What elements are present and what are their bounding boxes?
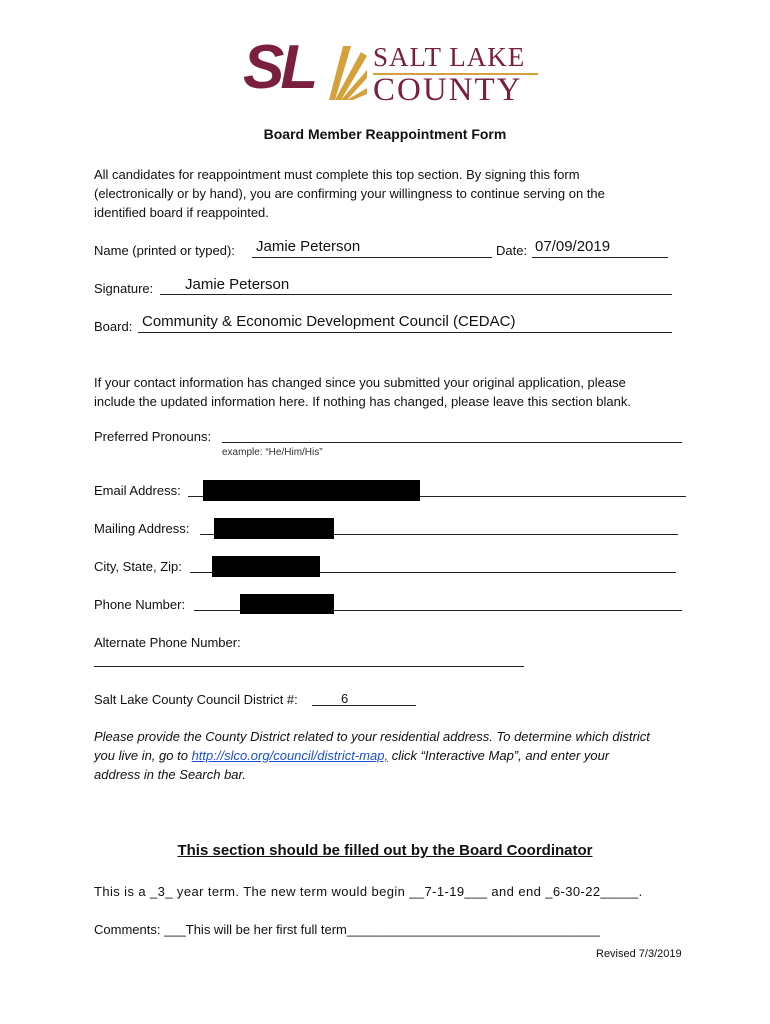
district-note-line-2 xyxy=(94,747,609,765)
district-note-text-a: you live in, go to xyxy=(94,748,192,763)
pronouns-example: example: “He/Him/His” xyxy=(222,447,323,458)
signature-label: Signature: xyxy=(94,281,154,296)
contact-intro-line-1: If your contact information has changed since you submitted your original application, please xyxy=(94,375,626,390)
name-field[interactable]: Jamie Peterson xyxy=(256,238,361,255)
district-note-line-1: Please provide the County District related to your residential address. To determine which district xyxy=(94,729,650,744)
logo-letters: SL xyxy=(243,33,315,102)
comments-line: Comments: ___This will be her first full term___________________________________ xyxy=(94,922,600,937)
signature-field-line xyxy=(160,294,672,295)
phone-redaction xyxy=(240,594,334,614)
logo-line1: SALT LAKE xyxy=(373,42,526,72)
form-title: Board Member Reappointment Form xyxy=(263,126,507,142)
date-field[interactable]: 07/09/2019 xyxy=(535,238,611,255)
county-logo xyxy=(243,33,543,108)
pronouns-field[interactable] xyxy=(222,442,682,443)
city-label: City, State, Zip: xyxy=(94,559,182,574)
district-note-line-3: address in the Search bar. xyxy=(94,767,246,782)
intro-line-3: identified board if reappointed. xyxy=(94,205,269,220)
board-field[interactable]: Community & Economic Development Council (CEDAC) xyxy=(142,313,516,330)
district-field[interactable]: 6 xyxy=(341,691,349,706)
district-label: Salt Lake County Council District #: xyxy=(94,692,298,707)
date-field-line xyxy=(532,257,668,258)
city-redaction xyxy=(212,556,320,577)
name-field-line xyxy=(252,257,492,258)
district-field-line xyxy=(312,705,416,706)
board-field-line xyxy=(138,332,672,333)
alt-phone-label: Alternate Phone Number: xyxy=(94,635,241,650)
email-redaction xyxy=(203,480,420,501)
district-note-text-b: click “Interactive Map”, and enter your xyxy=(388,748,610,763)
revised-date: Revised 7/3/2019 xyxy=(596,948,682,960)
board-label: Board: xyxy=(94,319,133,334)
term-line: This is a _3_ year term. The new term would begin __7-1-19___ and end _6-30-22_____. xyxy=(94,884,643,899)
intro-line-2: (electronically or by hand), you are confirming your willingness to continue serving on the xyxy=(94,186,605,201)
contact-intro-line-2: include the updated information here. If nothing has changed, please leave this section blank. xyxy=(94,394,631,409)
logo-line2: COUNTY xyxy=(373,72,523,108)
alt-phone-field[interactable] xyxy=(94,666,524,667)
date-label: Date: xyxy=(496,243,528,258)
pronouns-label: Preferred Pronouns: xyxy=(94,429,212,444)
intro-line-1: All candidates for reappointment must complete this top section. By signing this form xyxy=(94,167,580,182)
email-label: Email Address: xyxy=(94,483,181,498)
mailing-redaction xyxy=(214,518,334,539)
mailing-label: Mailing Address: xyxy=(94,521,190,536)
district-map-link[interactable]: http://slco.org/council/district-map, xyxy=(191,748,389,763)
signature-field[interactable]: Jamie Peterson xyxy=(185,276,290,293)
coordinator-heading: This section should be filled out by the Board Coordinator xyxy=(177,842,593,859)
name-label: Name (printed or typed): xyxy=(94,243,235,258)
sunburst-icon xyxy=(321,44,367,102)
phone-label: Phone Number: xyxy=(94,597,186,612)
